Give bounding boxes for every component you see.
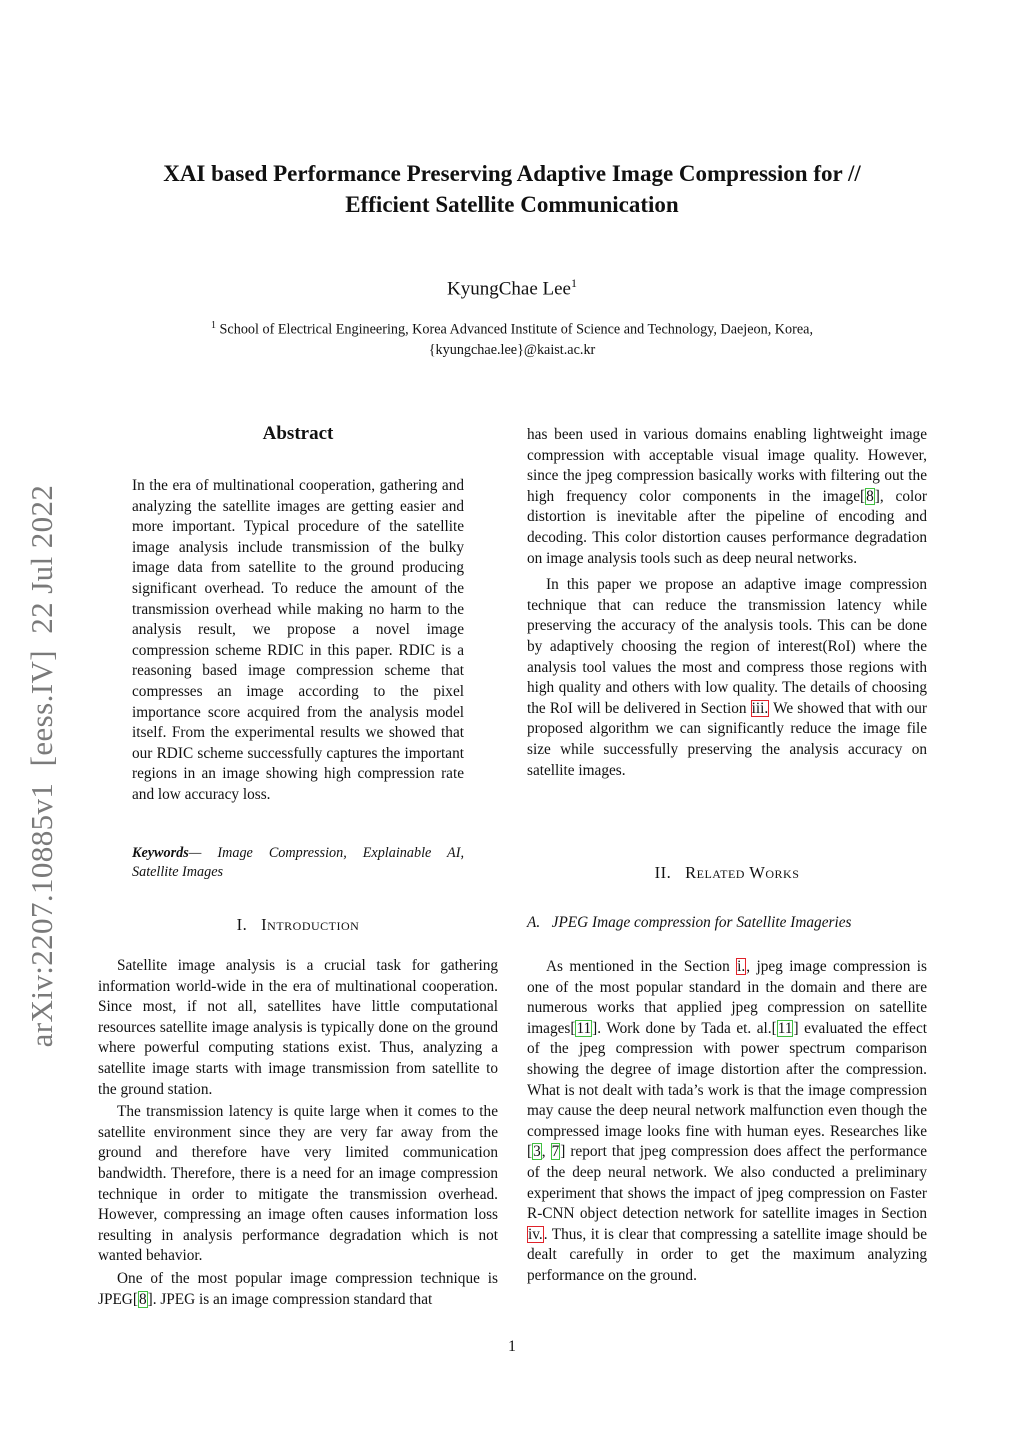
keywords-text: Image Compression, Explainable AI, Satellite Images	[132, 845, 464, 880]
abstract-text: In the era of multinational cooperation, gathering and analyzing the satellite images are getting easier and more important. Typical procedure of the satellite image analysis include transmission of the bulky image data from satellite to the ground producing significant overhead. To reduce the amount of the transmission overhead while making no harm to the analysis result, we propose a novel image compression scheme RDIC in this paper. RDIC is a reasoning based image compression scheme that compresses an image according to the pixel importance score acquired from the analysis model itself. From the experimental results we showed that our RDIC scheme successfully captures the important regions in an image showing high compression rate and low accuracy loss.	[132, 477, 464, 803]
section-title: Related Works	[685, 863, 800, 882]
paper-title	[100, 158, 924, 220]
related-works-body	[527, 957, 927, 1287]
citation-link[interactable]: 8	[138, 1290, 147, 1308]
section-number: I.	[236, 915, 248, 934]
citation-link[interactable]: 8	[866, 487, 874, 505]
author	[0, 276, 1024, 300]
right-p1-text-end: ], color distortion is inevitable after the pipeline of encoding and decoding. This color distortion causes performance degradation on image analysis tools such as deep neural networks.	[527, 487, 927, 567]
affiliation	[150, 316, 874, 360]
abstract-heading: Abstract	[262, 423, 334, 444]
related-paragraph-1	[527, 957, 927, 1287]
intro-paragraph-1: Satellite image analysis is a crucial task for gathering information world-wide in the era of multinational cooperation. Since most, if not all, satellites have little computational resources satellite image analysis is typically done on the ground where powerful computing stations exist. Thus, analyzing a satellite image starts with image transmission from satellite to the ground station.	[98, 957, 498, 1098]
intro-paragraph-3	[98, 1269, 498, 1310]
page-number: 1	[508, 1338, 516, 1355]
keywords	[132, 844, 464, 882]
section-ref-link[interactable]: iv.	[528, 1225, 543, 1243]
subsection-title: JPEG Image compression for Satellite Imageries	[551, 914, 852, 931]
section-number: II.	[654, 863, 672, 882]
author-name: KyungChae Lee	[447, 278, 571, 300]
citation-link[interactable]: 3	[533, 1143, 541, 1161]
introduction-body	[98, 956, 498, 1310]
keywords-dash: —	[188, 845, 202, 861]
right-paragraph-2	[527, 575, 927, 781]
right-p2-text: In this paper we propose an adaptive image compression technique that can reduce the transmission latency while preserving the accuracy of the analysis tools. This can be done by adaptively choosing the region of interest(RoI) where the analysis tool values the most and compress those regions with high quality and others with low quality. The details of choosing the RoI will be delivered in Section	[527, 576, 927, 717]
right-p2-text-end: We showed that with our proposed algorithm we can significantly reduce the image file size while successfully preserving the analysis accuracy on satellite images.	[527, 699, 928, 779]
title-line-2: Efficient Satellite Communication	[345, 192, 679, 217]
intro-paragraph-2: The transmission latency is quite large when it comes to the satellite environment since they are very far away from the ground and therefore have very limited communication bandwidth. Therefore, there is a need for an image compression technique in order to mitigate the transmission overhead. However, compressing an image often causes information loss resulting in analysis performance degradation which is not wanted behavior.	[98, 1103, 498, 1265]
section-heading-related-works	[527, 863, 927, 883]
citation-link[interactable]: 11	[576, 1019, 592, 1037]
subsection-heading	[527, 914, 927, 932]
right-p1-text: has been used in various domains enabling lightweight image compression with acceptable visual image quality. However, since the jpeg compression basically works with filtering out the high frequency color components in the image[	[527, 426, 927, 505]
email: {kyungchae.lee}@kaist.ac.kr	[428, 341, 596, 358]
citation-link[interactable]: 11	[777, 1019, 793, 1037]
subsection-label: A.	[527, 914, 541, 931]
citation-link[interactable]: 7	[551, 1143, 560, 1161]
right-column-intro-continued	[527, 425, 927, 781]
section-heading-introduction	[98, 915, 498, 935]
related-text: ] report that jpeg compression does affect the performance of the deep neural network. We also conducted a preliminary experiment that shows the impact of jpeg compression on Faster R-CNN object detection network for satellite images in Section	[527, 1143, 927, 1223]
related-text: As mentioned in the Section	[546, 958, 737, 975]
related-text: ] evaluated the effect of the jpeg compression with power spectrum comparison showing the degree of image distortion after the compression. What is not dealt with tada’s work is that the image compression may cause the deep neural network malfunction even though the compressed image looks fine with human eyes. Researches like [	[527, 1019, 927, 1161]
affiliation-text: School of Electrical Engineering, Korea Advanced Institute of Science and Technology, Daejeon, Korea,	[215, 321, 814, 338]
intro-p3-text-end: ]. JPEG is an image compression standard that	[147, 1290, 433, 1308]
right-paragraph-1	[527, 425, 927, 569]
arxiv-side-stamp: arXiv:2207.10885v1 [eess.IV] 22 Jul 2022	[24, 484, 59, 1048]
affiliation-superscript: 1	[210, 320, 216, 331]
author-superscript: 1	[570, 276, 577, 290]
keywords-label: Keywords	[132, 845, 189, 861]
related-text: ,	[541, 1143, 551, 1161]
intro-p3-text: One of the most popular image compression technique is JPEG[	[98, 1269, 498, 1308]
related-text: , jpeg image compression is one of the most popular standard in the domain and there are numerous works that applied jpeg compression on satellite images[	[527, 958, 928, 1037]
title-line-1: XAI based Performance Preserving Adaptive Image Compression for //	[163, 161, 861, 186]
section-ref-link[interactable]: iii.	[751, 699, 769, 717]
related-text: . Thus, it is clear that compressing a satellite image should be dealt carefully in order to get the maximum analyzing performance on the ground.	[527, 1225, 927, 1284]
section-ref-link[interactable]: i.	[737, 958, 746, 975]
section-title: Introduction	[261, 915, 360, 934]
related-text: ]. Work done by Tada et. al.[	[592, 1019, 777, 1037]
